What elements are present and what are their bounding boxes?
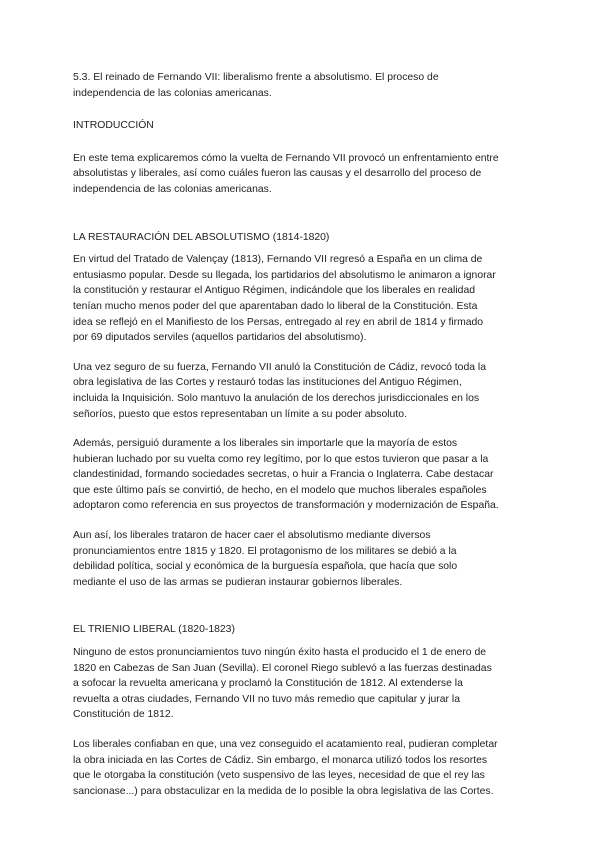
paragraph-restauracion-4: Aun así, los liberales trataron de hacer caer el absolutismo mediante diversos pronunciamientos entre 1815 y 1820. El protagonismo de los militares se debió a la debilidad política, social y económica de la burguesía española, que hacía que solo mediante el uso de las armas se pudieran instaurar gobiernos liberales. xyxy=(73,530,458,588)
section-heading-restauracion: LA RESTAURACIÓN DEL ABSOLUTISMO (1814-1820) xyxy=(73,231,330,243)
document-body xyxy=(73,70,528,813)
intro-heading: INTRODUCCIÓN xyxy=(73,120,154,132)
section-heading-trienio: EL TRIENIO LIBERAL (1820-1823) xyxy=(73,624,235,636)
paragraph-restauracion-3: Además, persiguió duramente a los liberales sin importarle que la mayoría de estos hubieran luchado por su vuelta como rey legítimo, por lo que estos tuvieron que pasar a la clandestinidad, formando sociedades secretas, o huir a Francia o Inglaterra. Cabe destacar que este último país se convirtió, de hecho, en el modelo que muchos liberales españoles adoptaron como referencia en sus proyectos de transformación y modernización de España. xyxy=(73,438,499,512)
paragraph-restauracion-2: Una vez seguro de su fuerza, Fernando VII anuló la Constitución de Cádiz, revocó toda la obra legislativa de las Cortes y restauró todas las instituciones del Antiguo Régimen, incluida la Inquisición. Solo mantuvo la anulación de los derechos jurisdiccionales en los señoríos, puesto que estos representaban un límite a su poder absoluto. xyxy=(73,361,486,420)
paragraph-trienio-1: Ninguno de estos pronunciamientos tuvo ningún éxito hasta el producido el 1 de enero de 1820 en Cabezas de San Juan (Sevilla). El coronel Riego sublevó a las fuerzas destinadas a sofocar la revuelta americana y proclamó la Constitución de 1812. Al extenderse la revuelta a otras ciudades, Fernando VII no tuvo más remedio que capitular y jurar la Constitución de 1812. xyxy=(73,647,492,721)
document-title: 5.3. El reinado de Fernando VII: liberalismo frente a absolutismo. El proceso de independencia de las colonias americanas. xyxy=(73,72,439,99)
paragraph-trienio-2: Los liberales confiaban en que, una vez conseguido el acatamiento real, pudieran completar la obra iniciada en las Cortes de Cádiz. Sin embargo, el monarca utilizó todos los resortes que le otorgaba la constitución (veto suspensivo de las leyes, necesidad de que el rey las sancionase...) para obstaculizar en la medida de lo posible la obra legislativa de las Cortes. xyxy=(73,739,498,797)
intro-paragraph: En este tema explicaremos cómo la vuelta de Fernando VII provocó un enfrentamiento entre absolutistas y liberales, así como cuáles fueron las causas y el desarrollo del proceso de independencia de las colonias americanas. xyxy=(73,152,499,195)
paragraph-restauracion-1: En virtud del Tratado de Valençay (1813), Fernando VII regresó a España en un clima de entusiasmo popular. Desde su llegada, los partidarios del absolutismo le animaron a ignorar la constitución y restaurar el Antiguo Régimen, indicándole que los liberales en realidad tenían mucho menos poder del que aparentaban dado lo liberal de la Constitución. Esta idea se reflejó en el Manifiesto de los Persas, entregado al rey en abril de 1814 y firmado por 69 diputados serviles (aquellos partidarios del absolutismo). xyxy=(73,254,496,344)
